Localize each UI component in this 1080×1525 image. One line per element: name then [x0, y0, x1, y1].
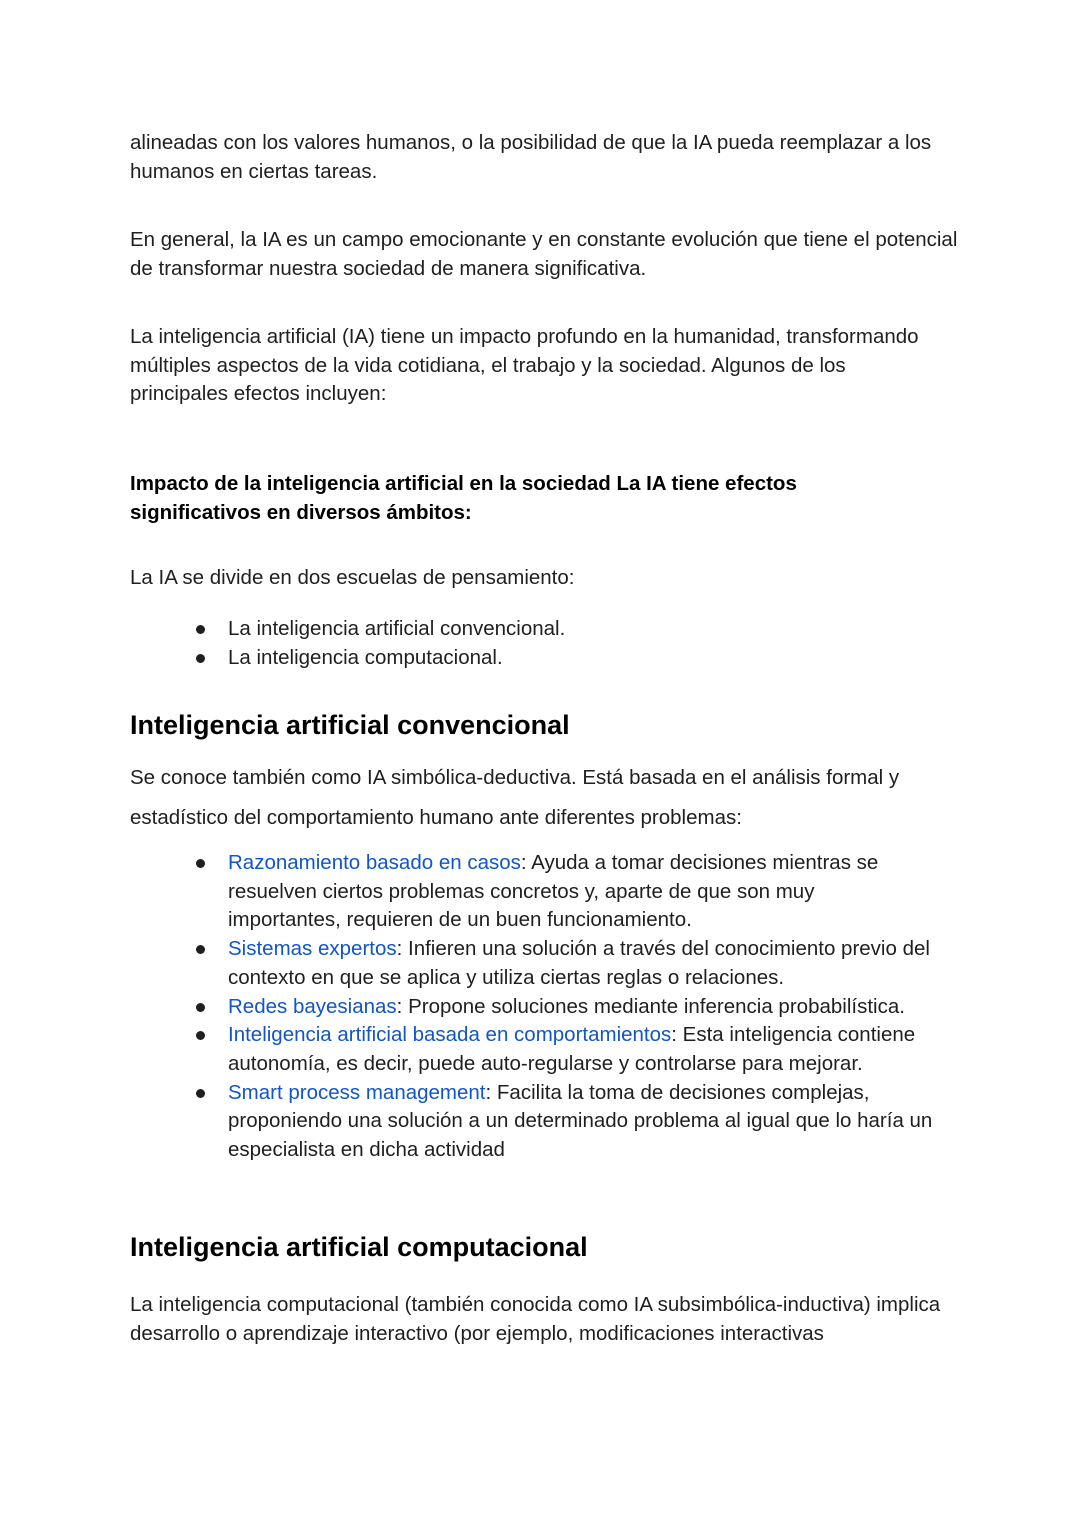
section-heading-computational: Inteligencia artificial computacional [130, 1232, 588, 1262]
conventional-techniques-list [130, 849, 960, 1165]
paragraph-conventional-intro: Se conoce también como IA simbólica-deductiva. Está basada en el análisis formal y estadístico del comportamiento humano ante diferentes problemas: [130, 766, 900, 829]
list-item-text: : Facilita la toma de decisiones complejas, proponiendo una solución a un determinado problema al igual que lo haría un especialista en dicha actividad [228, 1080, 933, 1162]
list-item [130, 1079, 960, 1165]
bullet-icon [196, 1003, 205, 1012]
list-item [130, 1021, 960, 1078]
paragraph-impact-intro: La inteligencia artificial (IA) tiene un impacto profundo en la humanidad, transformando múltiples aspectos de la vida cotidiana, el trabajo y la sociedad. Algunos de los principales efectos incluyen: [130, 325, 919, 406]
list-item [130, 615, 960, 644]
link-redes-bayesianas[interactable]: Redes bayesianas [228, 994, 397, 1018]
link-ia-comportamientos[interactable]: Inteligencia artificial basada en comportamientos [228, 1023, 672, 1047]
paragraph-values-alignment: alineadas con los valores humanos, o la posibilidad de que la IA pueda reemplazar a los humanos en ciertas tareas. [130, 131, 932, 183]
link-smart-process-management[interactable]: Smart process management [228, 1080, 486, 1104]
list-item-text: : Esta inteligencia contiene autonomía, es decir, puede auto-regularse y controlarse para mejorar. [228, 1023, 916, 1075]
list-item [130, 644, 960, 673]
bullet-icon [196, 859, 205, 868]
list-item-text: La inteligencia artificial convencional. [228, 617, 566, 640]
list-item [130, 993, 960, 1022]
bold-heading-impact: Impacto de la inteligencia artificial en la sociedad La IA tiene efectos significativos en diversos ámbitos: [130, 472, 797, 524]
bullet-icon [196, 1031, 205, 1040]
link-sistemas-expertos[interactable]: Sistemas expertos [228, 937, 397, 961]
list-item [130, 849, 960, 935]
bullet-icon [196, 654, 205, 663]
link-razonamiento-casos[interactable]: Razonamiento basado en casos [228, 851, 521, 874]
bullet-icon [196, 625, 205, 634]
paragraph-schools: La IA se divide en dos escuelas de pensamiento: [130, 566, 575, 589]
bullet-icon [196, 1089, 205, 1098]
bullet-icon [196, 945, 205, 954]
list-item-text: : Propone soluciones mediante inferencia probabilística. [396, 994, 905, 1018]
list-item-text: : Infieren una solución a través del conocimiento previo del contexto en que se aplica y utiliza ciertas reglas o relaciones. [228, 937, 930, 989]
list-item-text: La inteligencia computacional. [228, 645, 503, 669]
list-item [130, 935, 960, 992]
section-heading-conventional: Inteligencia artificial convencional [130, 710, 570, 740]
paragraph-computational-intro: La inteligencia computacional (también conocida como IA subsimbólica-inductiva) implica desarrollo o aprendizaje interactivo (por ejemplo, modificaciones interactivas [130, 1293, 941, 1345]
list-item-text: : Ayuda a tomar decisiones mientras se resuelven ciertos problemas concretos y, aparte de que son muy importantes, requieren de un buen funcionamiento. [228, 851, 879, 932]
paragraph-general-ia: En general, la IA es un campo emocionante y en constante evolución que tiene el potencial de transformar nuestra sociedad de manera significativa. [130, 228, 958, 280]
schools-list [130, 615, 960, 672]
